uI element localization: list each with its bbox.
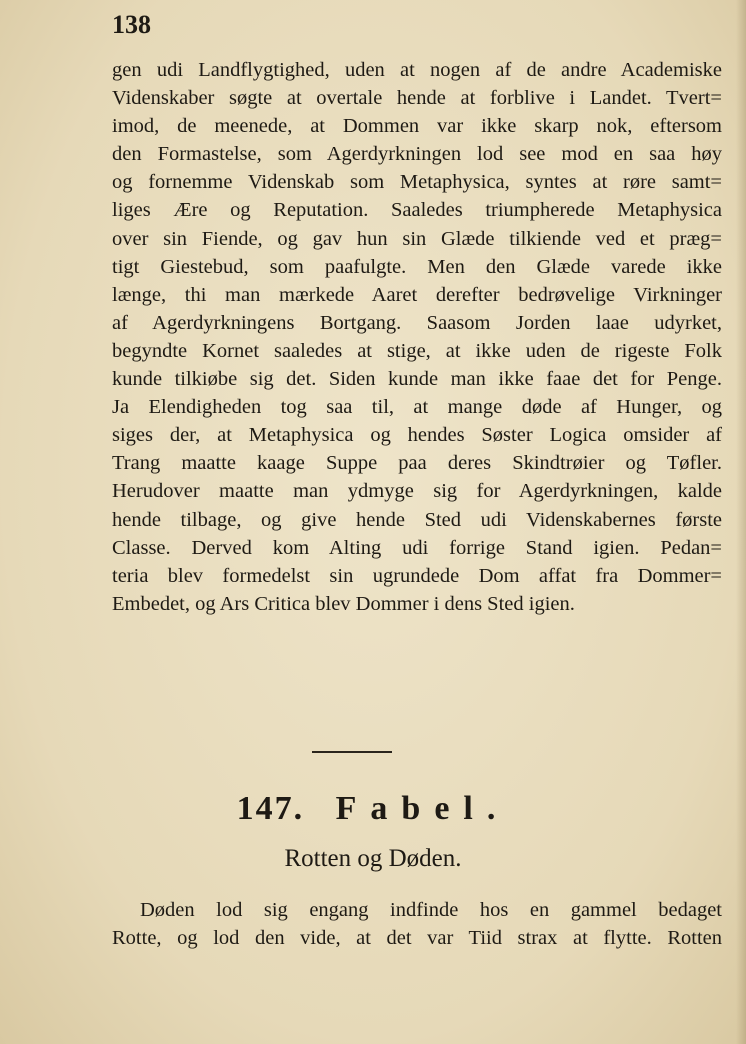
text-line: siges der, at Metaphysica og hendes Søster Logica omsider af: [112, 424, 722, 447]
body-text: [112, 56, 722, 618]
text-line: Embedet, og Ars Critica blev Dommer i dens Sted igien.: [112, 592, 575, 615]
fable-number: 147.: [236, 790, 305, 827]
text-line: kunde tilkiøbe sig det. Siden kunde man ikke faae det for Penge.: [112, 368, 722, 391]
text-line: længe, thi man mærkede Aaret derefter bedrøvelige Virkninger: [112, 283, 722, 306]
text-line: den Formastelse, som Agerdyrkningen lod see mod en saa høy: [112, 143, 722, 166]
fable-text: [112, 896, 722, 952]
text-line: og fornemme Videnskab som Metaphysica, syntes at røre samt=: [112, 171, 722, 194]
text-line: tigt Giestebud, som paafulgte. Men den Glæde varede ikke: [112, 255, 722, 278]
text-line: Classe. Derved kom Alting udi forrige Stand igien. Pedan=: [112, 536, 722, 559]
text-line: gen udi Landflygtighed, uden at nogen af de andre Academiske: [112, 59, 722, 81]
text-line: over sin Fiende, og gav hun sin Glæde tilkiende ved et præg=: [112, 227, 722, 250]
text-line: begyndte Kornet saaledes at stige, at ikke uden de rigeste Folk: [112, 339, 722, 362]
text-line: liges Ære og Reputation. Saaledes triumpherede Metaphysica: [112, 199, 722, 222]
text-line: teria blev formedelst sin ugrundede Dom affat fra Dommer=: [112, 564, 722, 587]
text-line: imod, de meenede, at Dommen var ikke skarp nok, eftersom: [112, 115, 722, 138]
section-divider: [312, 751, 392, 753]
text-line: Herudover maatte man ydmyge sig for Agerdyrkningen, kalde: [112, 480, 722, 503]
fable-heading: Fabel.: [335, 790, 510, 827]
text-line: Ja Elendigheden tog saa til, at mange døde af Hunger, og: [112, 396, 722, 419]
text-line: Videnskaber søgte at overtale hende at forblive i Landet. Tvert=: [112, 87, 722, 110]
page-edge-shadow: [736, 0, 746, 1044]
fable-subtitle: Rotten og Døden.: [284, 845, 462, 872]
text-line: Rotte, og lod den vide, at det var Tiid strax at flytte. Rotten: [112, 927, 722, 950]
text-line: Døden lod sig engang indfinde hos en gammel bedaget: [140, 899, 722, 921]
text-line: af Agerdyrkningens Bortgang. Saasom Jorden laae udyrket,: [112, 311, 722, 334]
page-number: 138: [112, 10, 151, 39]
text-line: Trang maatte kaage Suppe paa deres Skindtrøier og Tøfler.: [112, 452, 722, 475]
text-line: hende tilbage, og give hende Sted udi Videnskabernes første: [112, 508, 722, 531]
fable-title: [0, 790, 746, 828]
